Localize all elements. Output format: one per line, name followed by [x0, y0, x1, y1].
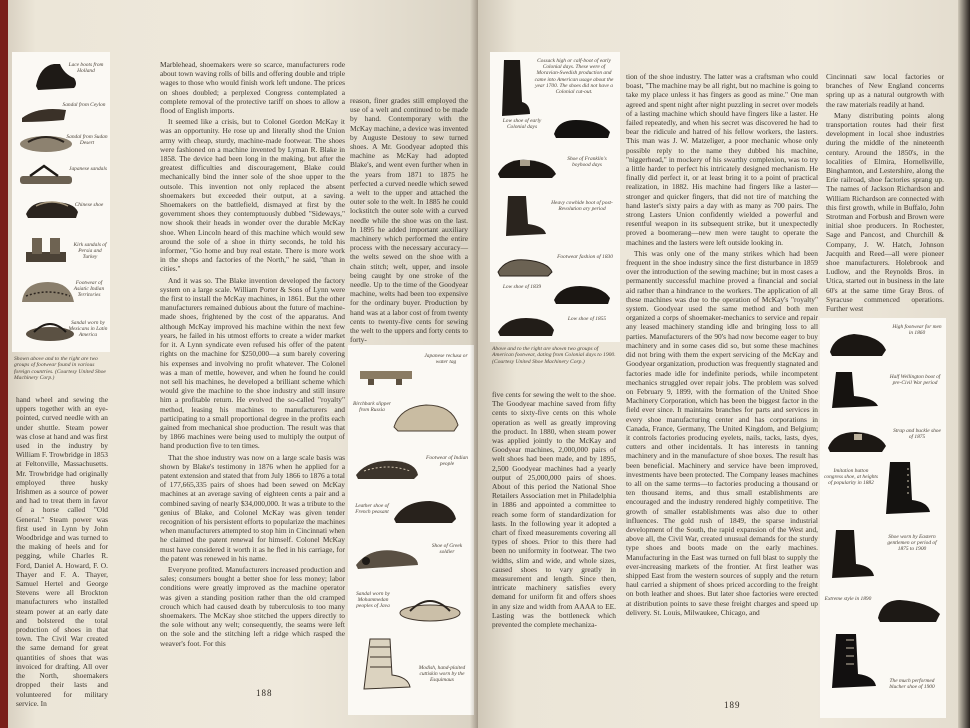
- japanese-sandal-illustration: [16, 162, 76, 190]
- right-page: [478, 0, 958, 728]
- extreme-style-1890-illustration: [874, 590, 942, 626]
- calf-boot-illustration: [496, 58, 532, 120]
- strip-caption: Low shoe of 1855: [567, 316, 607, 322]
- paragraph: It seemed like a crisis, but to Colonel Gordon McKay it was an opportunity. He rose up and literally shod the Union army with cheap, sturdy, machine-made footwear. The shoes were fashioned on a machine invented by Lyman R. Blake in 1858. The device had been long in the making, but after the greatest difficulties and discouragement, Blake could mechanically bind the inner sole of the shoe upper to the outsole. This invention not only replaced the absent shoemakers but exceeded their output, at a saving. Shoemakers on the battlefield, dismayed at first by the government shoes they contemptuously dubbed "Sideways," now shook their heads in wonder over the durable McKay shoe. When Lincoln heard of this machine which would sew around the sole of a shoe in thirty seconds, he told his informer, "Go home and buy real estate. There is more work in the shops and factories of the North," he said, "than in cities.": [160, 117, 345, 274]
- strip-caption: Footwear of Asiatic Indian Territories: [73, 280, 105, 299]
- cowhide-boot-illustration: [498, 192, 550, 240]
- fashion-1830-illustration: [494, 252, 554, 278]
- paragraph: Everyone profited. Manufacturers increased production and sales; consumers bought a better shoe for less money; labor conditions were greatly improved as the machine operator was given a standing position rather than the old cramped crouch which had caused death by tuberculosis to too many shoemakers. The McKay shoe stitched the uppers directly to the sole without any welt; consequently, the seams were left on the sole and the stitching left a ridge which rasped the weaver's foot. For this: [160, 564, 345, 648]
- strip-caption: Shoe worn by Eastern gentlemen or period of 1875 to 1900: [887, 534, 937, 553]
- java-sandal-illustration: [394, 585, 464, 625]
- strip-caption: Footwear of Indian people: [426, 455, 468, 468]
- asiatic-footwear-illustration: [18, 276, 78, 310]
- strip-caption: Sandal worn by Mexicans in Latin America: [68, 320, 108, 339]
- strip-caption: Japanese sandals: [69, 166, 107, 172]
- american-footwear-strip-lower: [820, 318, 946, 718]
- paragraph: Many distributing points along transportation routes had their first development in local shoe industries during the middle of the nineteenth century. Around the 1850's, in the localities of Elmira, Hornellsville, Binghamton, and Lestershire, along the Erie railroad, shoe factories sprang up. The names of Jackson Richardson and William Richardson are connected with this first growth, while in Buffalo, John Strotman and Forbush and Brown were initial shoe producers. In Rochester, Sage and Pancost, and Churchill & Company, J. W. Hatch, Johnson Jacquith and Reed—all were pioneer shoe manufacturers. Holebrook and Ludlow, and the Reynolds Bros. in Utica, started out in business in the late 60's at the same time Gray Bros. of Syracuse commenced operations. Further west: [826, 110, 944, 314]
- birchbark-slipper-illustration: [390, 397, 462, 437]
- text-column-left: [492, 390, 616, 700]
- strip-caption: The much performed blucher shoe of 1900: [889, 678, 935, 691]
- strip-caption: Sandal worn by Mohammedan peoples of Java: [356, 591, 390, 610]
- half-wellington-illustration: [824, 368, 886, 412]
- franklin-shoe-illustration: [494, 152, 560, 180]
- american-footwear-caption: Above and to the right are shown two groups of American footwear, dating from Colonial days to 1900. (Courtesy United Shoe Machinery Corp.): [492, 346, 616, 365]
- paragraph: reason, finer grades still employed the use of a welt and continued to be made by hand. Contemporary with the McKay machine, a device was invented by Auguste Destouy to sew turned shoes. A Mr. Goodyear adopted this machine as McKay had adopted Blake's, and went even further when in the years from 1871 to 1875 he perfected a curved needle which sewed a welt to the upper and attached the outer sole to the welt. In 1885 he could lockstitch the outer sole with a curved needle while the shoe was on the last. In 1895 he added important auxiliary machinery which performed the entire process with the necessary accuracy—the welts sewed on the shoe with a chain stitch; welt, upper, and insole being caught by one stroke of the needle. Up to the time of the Goodyear machine, welts had been too expensive for the ordinary buyer. Production by hand was at a labor cost of from twenty cents to twenty-five cents for sewing the welt to the uppers and forty cents to forty-: [350, 96, 468, 345]
- strip-caption: Sandal from Ceylon: [62, 102, 106, 108]
- foreign-footwear-strip: [12, 52, 110, 352]
- strip-caption: Cossack high or calf-boot of early Colonial days. These were of Moravian-Swedish production and came into American usage about the year 1700. The shoes did not have a Colonial cut-out.: [534, 58, 614, 96]
- strip-caption: Strap and buckle shoe of 1875: [893, 428, 941, 441]
- strip-caption: Birchbark slipper from Russia: [353, 401, 391, 414]
- strap-buckle-shoe-illustration: [824, 424, 890, 454]
- strip-caption: Japanese reclusa or water tag: [424, 353, 468, 366]
- greek-soldier-shoe-illustration: [352, 541, 422, 573]
- paragraph: This was only one of the many strikes which had been frequent in the shoe industry since the first disturbance in 1859 over the introduction of the sewing machine; but in most cases a permanently successful machine proved a financial and social aid rather than a hindrance to the workers. The application of all these machines was due to the operation of McKay's "royalty" system. Goodyear used the same method and both men organized a corps of shoemaker-mechanics to service and repair any leased machinery standing idle and bringing loss to all parties. Manufacturers of the 90's had now become eager to buy machinery and in some cases did so, but some these machines did not bring with them the expert servicing of the McKay and Goodyear organization, production was frequently stagnated and factories made idle for indefinite periods, while incompetent mechanics struggled over repair jobs. The problem was solved on February 9, 1899, with the formation of the United Shoe Machinery Corporation, which has been the biggest factor in the field ever since. It maintains branches for parts and services in every shoe manufacturing center and has corporations in Canada, France, Germany, The United Kingdom, and Belgium; it controls factories producing eyelets, nails, tacks, lasts, dyes, cutters and other incidentals. It has interests in tanning machinery and in the manufacture of shoe boxes. The result has been beneficial. Machinery and service have been improved, investments have been protected. The Company leases machines to all on the same terms—to factories producing a thousand or ten thousand items, and thus small establishments are encouraged and the industry rendered highly competitive. The growth of smaller establishments was also due to other influences. The gold rush of 1849, the sparse industrial development of the South, the rapid expansion of the West and, above all, the Civil War, created unusual demands for the sturdy type shoes and boots made on the early machines. Manufacturing in the East was turned on full blast to supply the ever-increasing markets of the frontier. At first leather was shipped East from the western sources of supply and the return haul carried a shipment of shoes priced according to the freight on both leather and shoes. But later shoe factories were erected at distribution points to save these freight charges and speed up delivery. St. Louis, Milwaukee, Chicago, and: [626, 248, 818, 617]
- paragraph: Marblehead, shoemakers were so scarce, manufacturers rode about town waving rolls of bills and offering double and triple wages to those who would finish work left undone. The prices on shoes doubled; a perplexed Congress contemplated a complete removal of the protective tariff on shoes to allow a flood of English imports.: [160, 60, 345, 116]
- text-column-right: [826, 72, 944, 322]
- left-page: [8, 0, 478, 728]
- low-shoe-1839-illustration: [550, 278, 614, 306]
- strip-caption: Shoe of Greek soldier: [431, 543, 463, 556]
- strip-caption: High footwear for men in 1860: [892, 324, 942, 337]
- strip-caption: Shoe of Franklin's boyhood days: [567, 156, 607, 169]
- paragraph: And it was so. The Blake invention developed the factory system on a large scale. William Porter & Sons of Lynn were the first to install the McKay machines, in 1861. But the other manufacturers remained dubious about the future of machine-made shoes, frightened by the cost of the apparatus. And although McKay improved his machine within the next few years, he failed in his utmost efforts to create a wider market for it. A Lynn syndicate even refused his offer of the patent rights on the machine for $250,000—a sum barely covering his expenses and involving no profit whatever. The Colonel was a man of mettle, however, and when he found he could not sell his machines, he developed a brilliant scheme which would give the machine to the shoe industry and still insure him a profitable return. He evolved the so-called "royalty" method, leasing his machines to manufacturers and participating to a small proportional degree in the profits each gained from mechanical shoe production. The result was that by 1866 machines were being used to multiply the output of hand production five to ten times.: [160, 275, 345, 451]
- foreign-footwear-caption: Shown above and to the right are two groups of footwear found in various foreign countries. (Courtesy United Shoe Machinery Corp.): [14, 356, 106, 382]
- eastern-gentleman-shoe-illustration: [824, 526, 880, 582]
- button-congress-shoe-illustration: [878, 458, 934, 518]
- paragraph: tion of the shoe industry. The latter was a craftsman who could boast, "The machine may be all right, but no machine is going to take my place unless it has fingers as good as mine." One man agreed and spent night after night puzzling in secret over models of a lasting machine which should have fingers like a laster. He failed repeatedly, and when his secret was discovered he had to bear the ridicule and hatred of his fellow workers, the lasters. This man was J. W. Matzeliger, a poor mechanic whose only possible reply to the name they dubbed his machine, "niggerhead," in mockery of his swarthy complexion, was to try a little harder to perfect his intricately designed mechanism. He finally did perfect it, or at least bring it to a point of practical realization, in 1882. His machine had fingers like a laster—stronger and quicker fingers, that did not tire of matching the hand laster's sixty pairs a day with as many as 700 pairs. The strong Lasters Union confidently wielded a powerful and resentful weapon in its subsequent strike, but it unexpectedly proved a boomerang—new men were taught to operate the machines and the lasters were left outside looking in.: [626, 72, 818, 247]
- text-column-left: [16, 395, 108, 708]
- book-edge: [958, 0, 970, 728]
- paragraph: hand wheel and sewing the uppers together with an eye-pointed, curved needle with an under shuttle. Steam power was close at hand and was first used in the industry by William F. Trowbridge in 1853 at Feltonville, Massachusetts. Mr. Trowbridge had originally employed three husky Irishmen as a source of power and had to treat them in favor of a horse called "Old General." Steam power was first used in Lynn by John Woodbridge and was turned to the making of heels and for pegging, while Charles R. Ford, Daniel A. Howard, F. O. Thayer and F. A. Thayer, Samuel Hertel and George Stevens were all Brockton manufacturers who installed steam power at an early date and bolstered the total production of shoes in that town. The Civil War created the same demand for great quantities of shoes that was invoiced for drafting. All over the North, shoemakers dropped their lasts and volunteered for military service. In: [16, 395, 108, 708]
- strip-caption: Chinese shoe: [74, 202, 104, 208]
- foreign-footwear-strip-lower: [348, 345, 474, 715]
- french-peasant-shoe-illustration: [390, 493, 460, 529]
- strip-caption: Half Wellington boot of pre-Civil War period: [889, 374, 941, 387]
- text-column-middle: [626, 72, 818, 702]
- strip-caption: Lace boots from Holland: [68, 62, 104, 75]
- text-column-right: [350, 96, 468, 345]
- paragraph: five cents for sewing the welt to the shoe. The Goodyear machine saved from fifty cents to sixty-five cents on this whole operation as well as greatly improving the product. In 1880, when steam power was applied jointly to the McKay and Goodyear machines, 2,000,000 pairs of welt shoes had been made, and by 1895, 2,500 Goodyear machines had a yearly output of 25,000,000 pairs of shoes. About of this period the National Shoe Retailers Association met in Philadelphia in 1886 and appointed a committee to reach some form of standardization for lasts. In the following year it adopted a chart of fixed measurements covering all types of shoes. Prior to this there had been no uniformity in footwear. The two widths, slim and wide, and whole sizes, caused shoes to vary greatly in measurement and length. Since then, intricate machinery satisfies every demand for uniform fit and offers shoes in any size and width from AAAA to EE. Lasting was the bottleneck which prevented the complete mechaniza-: [492, 390, 616, 630]
- paragraph: Cincinnati saw local factories or branches of New England concerns spring up as a natural outgrowth with the raw materials readily at hand.: [826, 72, 944, 109]
- page-number-left: 188: [256, 688, 273, 698]
- low-shoe-1855-illustration: [494, 310, 558, 338]
- strip-caption: Low shoe of early Colonial days: [502, 118, 542, 131]
- strip-caption: Footwear fashion of 1830: [557, 254, 613, 260]
- early-colonial-low-shoe-illustration: [550, 112, 614, 140]
- strip-caption: Modish, hand-plaited cuttiskin worn by the Esquimaux: [418, 665, 466, 684]
- strip-caption: Kirk sandals of Persia and Turkey: [73, 242, 107, 261]
- high-footwear-1860-illustration: [824, 326, 890, 360]
- page-number-right: 189: [724, 700, 741, 710]
- paragraph: That the shoe industry was now on a large scale basis was shown by Blake's testimony in 1876 when he applied for a patent extension and stated that from July 1866 to 1876 a total of 177,665,335 pairs of shoes had been sewed on McKay machines at an average saving of eighteen cents a pair and a combined saving of nearly $34,000,000. It was a tribute to the genius of Blake, and Colonel McKay was given tender recognition of his persistent efforts to popularize the machines when manufacturers attempted to stop him in Cincinnati when he claimed the patent renewal for himself. Colonel McKay must have considered it worth it as he fled in his carriage, for the patent was renewed in his name.: [160, 452, 345, 563]
- strip-caption: Sandal from Sudan Desert: [66, 134, 108, 147]
- japanese-water-tag-illustration: [354, 351, 420, 387]
- strip-caption: Heavy cowhide boot of post-Revolution ary period: [551, 200, 613, 213]
- american-footwear-strip: [490, 52, 620, 342]
- esquimaux-mukluk-illustration: [356, 635, 416, 695]
- strip-caption: Extreme style in 1890: [824, 596, 872, 602]
- strip-caption: Low shoe of 1839: [502, 284, 542, 290]
- blucher-shoe-illustration: [824, 630, 880, 692]
- kirk-sandal-illustration: [18, 230, 78, 270]
- strip-caption: Leather shoe of French peasant: [355, 503, 389, 516]
- text-column-middle: [160, 60, 345, 648]
- strip-caption: Imitation button congress shoe, at heights of popularity in 1882: [824, 468, 879, 487]
- indian-footwear-illustration: [352, 451, 422, 483]
